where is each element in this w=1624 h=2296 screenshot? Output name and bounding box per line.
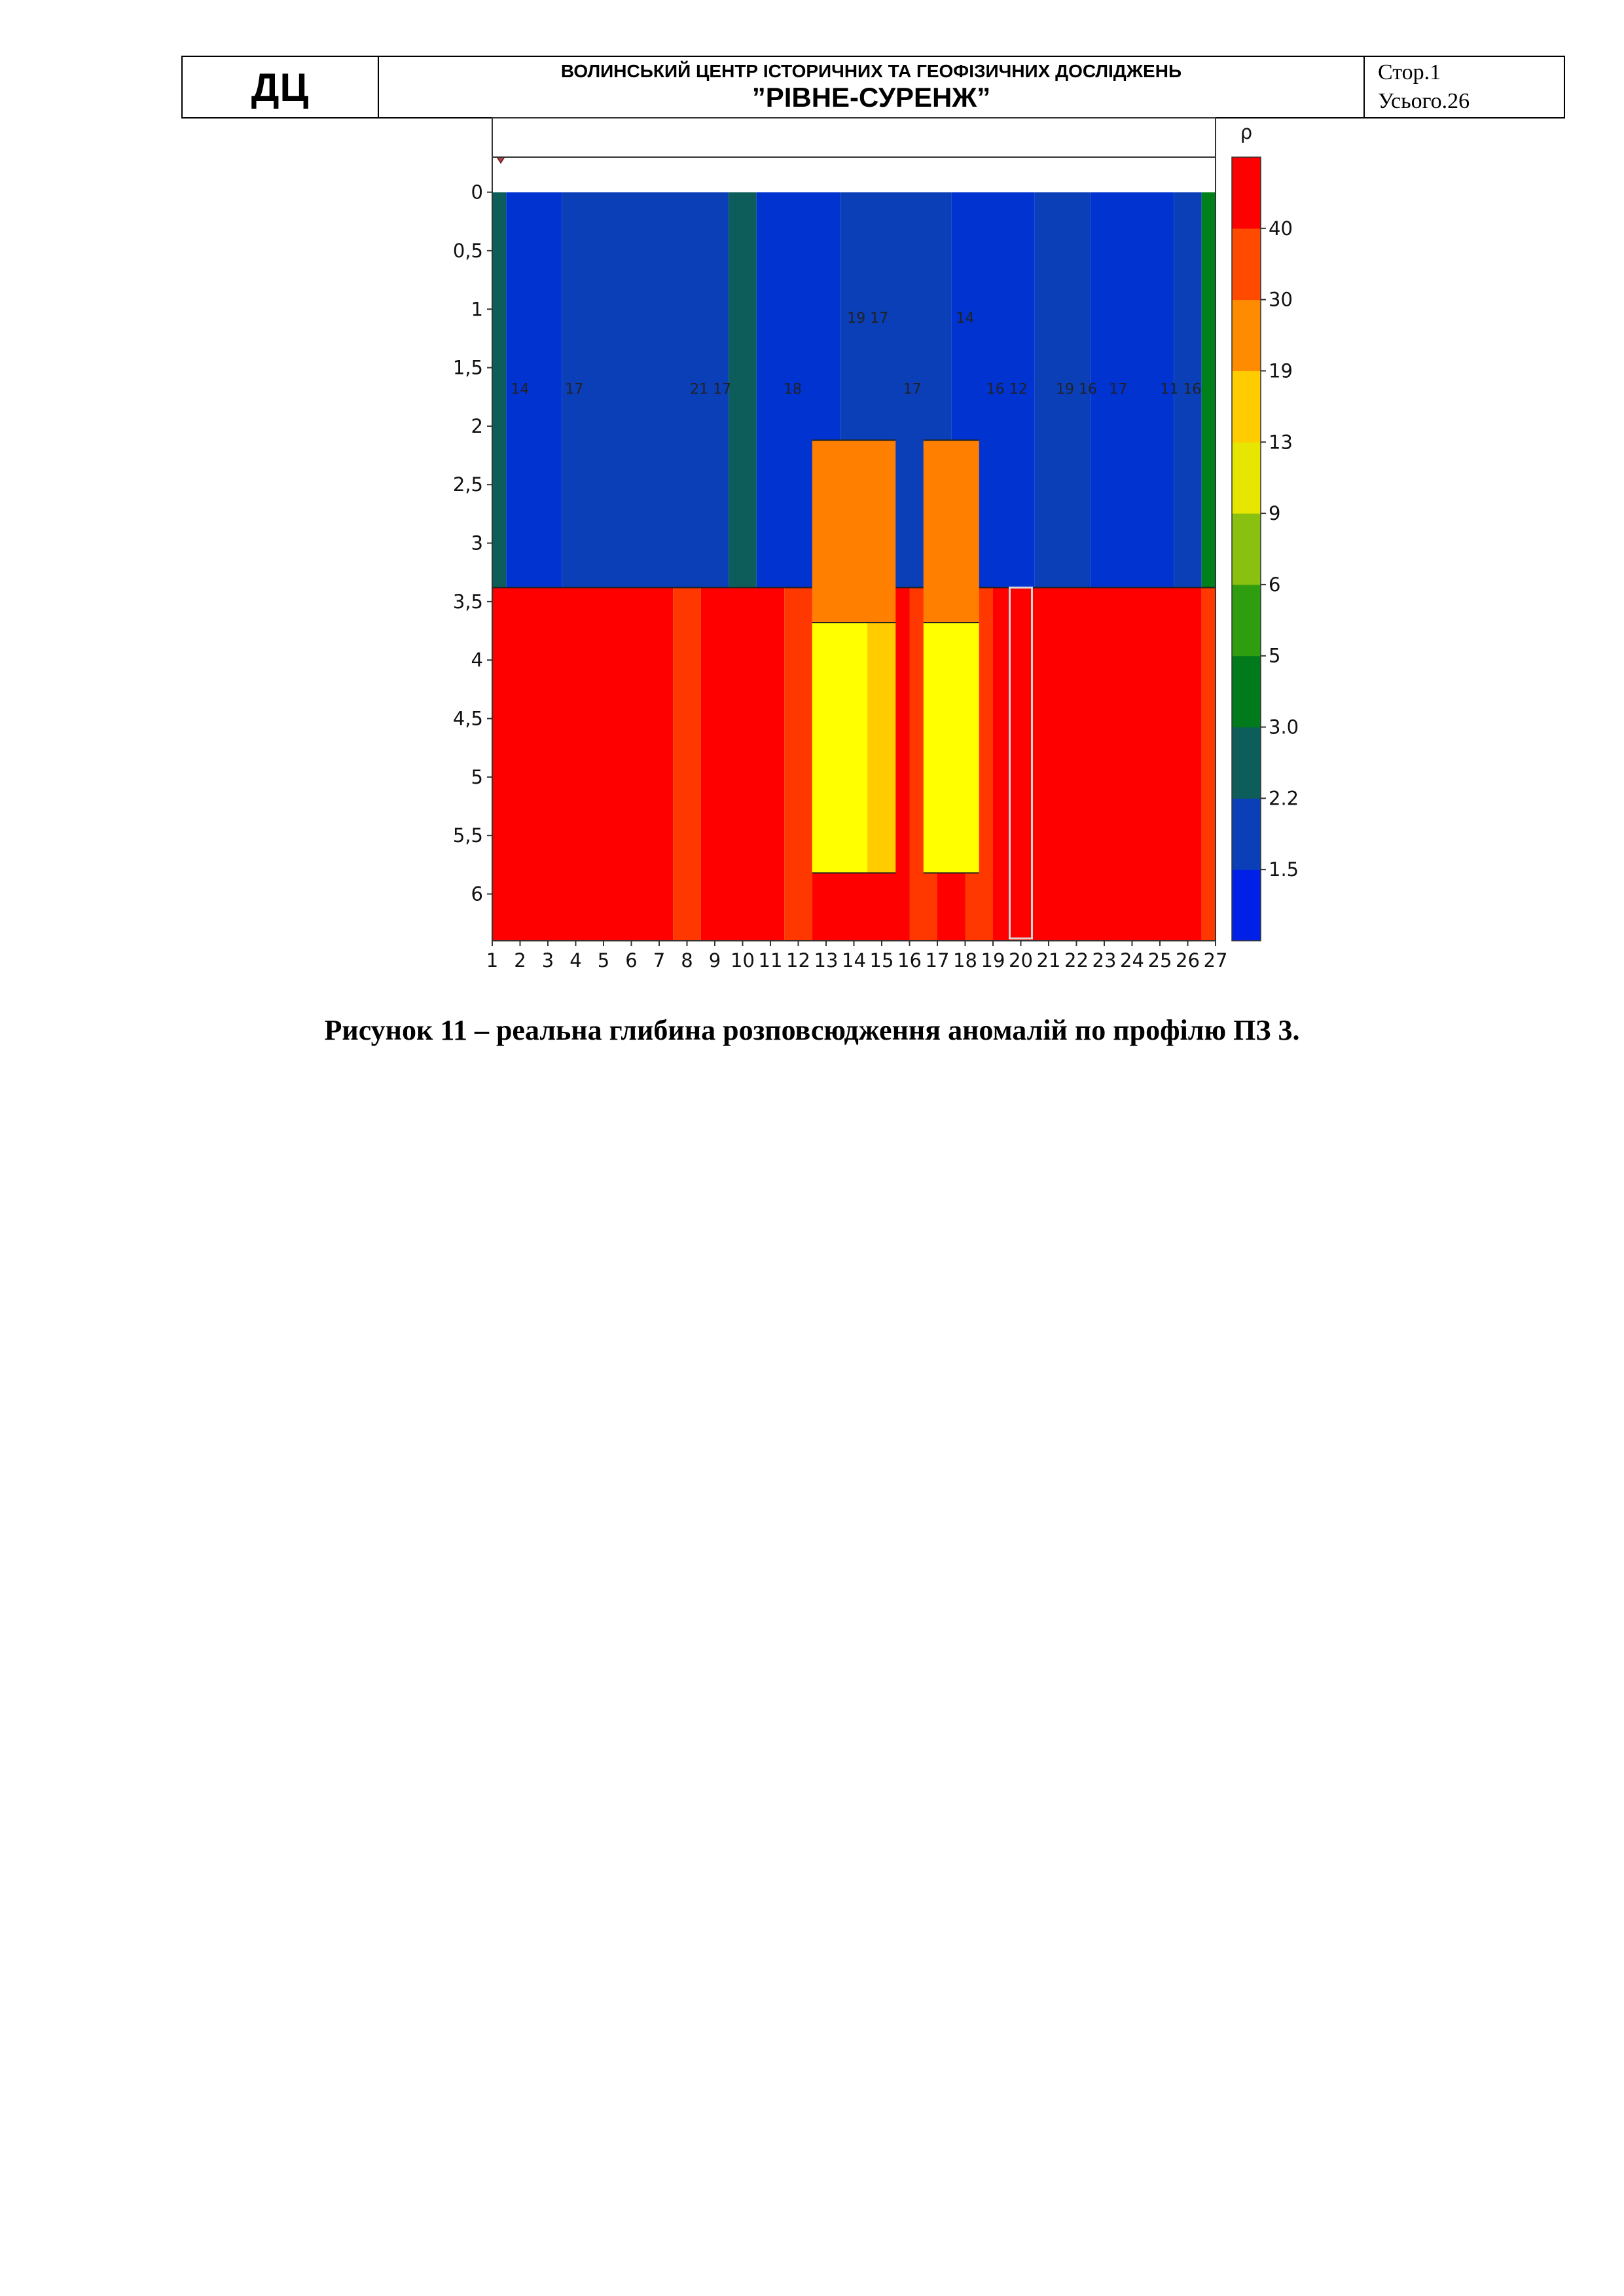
lower-layer-cell: [492, 587, 673, 941]
x-tick-label: 14: [842, 949, 866, 972]
x-tick-label: 10: [731, 949, 755, 972]
y-tick-label: 4: [471, 649, 483, 672]
y-tick-label: 2,5: [452, 473, 483, 496]
cell-value-label: 17: [1109, 381, 1128, 398]
colorbar-segment: [1232, 513, 1261, 585]
x-tick-label: 7: [653, 949, 666, 972]
x-tick-label: 26: [1176, 949, 1200, 972]
x-tick-label: 13: [814, 949, 839, 972]
x-tick-label: 2: [514, 949, 526, 972]
anomaly-block: [868, 623, 896, 873]
y-tick-label: 1: [471, 298, 483, 321]
x-tick-label: 16: [897, 949, 922, 972]
lower-layer-cell: [1202, 587, 1216, 941]
colorbar-segment: [1232, 157, 1261, 228]
plot-top-strip: [492, 118, 1216, 157]
colorbar-segment: [1232, 585, 1261, 656]
cell-value-label: 19 17: [847, 310, 889, 327]
header-project-name: ”РІВНЕ-СУРЕНЖ”: [751, 82, 991, 113]
header-logo: ДЦ: [183, 57, 379, 117]
colorbar-label: ρ: [1240, 121, 1253, 143]
colorbar-segment: [1232, 869, 1261, 941]
cell-value-label: 18: [784, 381, 802, 398]
colorbar-tick-label: 40: [1269, 217, 1293, 240]
x-tick-label: 27: [1203, 949, 1228, 972]
x-tick-label: 11: [758, 949, 783, 972]
colorbar-tick-label: 19: [1269, 359, 1293, 382]
x-tick-label: 18: [953, 949, 977, 972]
y-tick-label: 3: [471, 532, 483, 555]
y-tick-label: 5,5: [452, 824, 483, 847]
colorbar-tick-label: 9: [1269, 502, 1281, 525]
x-tick-label: 22: [1064, 949, 1089, 972]
x-tick-label: 17: [925, 949, 950, 972]
upper-layer-cell: [1202, 192, 1216, 588]
x-tick-label: 1: [486, 949, 499, 972]
y-tick-label: 6: [471, 883, 483, 905]
colorbar-tick-label: 6: [1269, 573, 1281, 596]
x-tick-label: 23: [1092, 949, 1117, 972]
x-tick-label: 12: [786, 949, 810, 972]
x-tick-label: 21: [1036, 949, 1061, 972]
x-tick-label: 3: [541, 949, 554, 972]
anomaly-block: [812, 440, 896, 623]
upper-layer-cell: [492, 192, 506, 588]
colorbar-segment: [1232, 798, 1261, 869]
y-tick-label: 2: [471, 414, 483, 437]
x-tick-label: 8: [681, 949, 693, 972]
resistivity-chart: [432, 118, 1299, 989]
document-header: [181, 56, 1565, 118]
header-page-total: Усього.26: [1378, 89, 1470, 113]
cell-value-label: 14: [956, 310, 975, 327]
cell-value-label: 14: [511, 381, 530, 398]
y-tick-label: 0,5: [452, 239, 483, 262]
y-tick-label: 5: [471, 765, 483, 788]
x-tick-label: 25: [1147, 949, 1172, 972]
x-tick-label: 9: [708, 949, 721, 972]
x-tick-label: 5: [597, 949, 610, 972]
header-organization: ВОЛИНСЬКИЙ ЦЕНТР ІСТОРИЧНИХ ТА ГЕОФІЗИЧНИХ ДОСЛІДЖЕНЬ: [560, 61, 1182, 81]
resistivity-heatmap-svg: [432, 118, 1299, 989]
header-page-number: Стор.1: [1378, 60, 1441, 84]
cell-value-label: 19 16: [1056, 381, 1097, 398]
upper-layer-cell: [729, 192, 757, 588]
cell-value-label: 11 16: [1160, 381, 1202, 398]
x-tick-label: 20: [1009, 949, 1033, 972]
header-title-block: [379, 57, 1365, 117]
colorbar-segment: [1232, 371, 1261, 442]
colorbar-segment: [1232, 442, 1261, 513]
figure-caption: Рисунок 11 – реальна глибина розповсюдження аномалій по профілю ПЗ 3.: [324, 1014, 1300, 1046]
colorbar-segment: [1232, 656, 1261, 727]
header-page-info: [1365, 57, 1564, 117]
lower-layer-cell: [993, 587, 1202, 941]
colorbar-tick-label: 3.0: [1269, 716, 1299, 738]
anomaly-block: [924, 440, 979, 623]
colorbar-tick-label: 30: [1269, 288, 1293, 311]
colorbar-segment: [1232, 727, 1261, 799]
x-tick-label: 4: [569, 949, 582, 972]
colorbar-tick-label: 1.5: [1269, 858, 1299, 881]
lower-layer-cell: [673, 587, 701, 941]
cell-value-label: 17: [903, 381, 922, 398]
y-tick-label: 3,5: [452, 590, 483, 613]
x-tick-label: 19: [981, 949, 1005, 972]
anomaly-block: [924, 623, 979, 873]
colorbar-tick-label: 2.2: [1269, 787, 1299, 810]
colorbar-segment: [1232, 228, 1261, 300]
cell-value-label: 16 12: [986, 381, 1028, 398]
x-tick-label: 24: [1120, 949, 1144, 972]
colorbar-segment: [1232, 300, 1261, 371]
y-tick-label: 1,5: [452, 356, 483, 379]
colorbar-tick-label: 13: [1269, 431, 1293, 454]
y-tick-label: 0: [471, 181, 483, 204]
anomaly-block: [812, 623, 868, 873]
colorbar-tick-label: 5: [1269, 644, 1281, 667]
x-tick-label: 15: [869, 949, 894, 972]
cell-value-label: 17: [565, 381, 584, 398]
cell-value-label: 21 17: [690, 381, 732, 398]
x-tick-label: 6: [625, 949, 638, 972]
lower-layer-cell: [701, 587, 785, 941]
y-tick-label: 4,5: [452, 707, 483, 730]
lower-layer-cell: [784, 587, 812, 941]
